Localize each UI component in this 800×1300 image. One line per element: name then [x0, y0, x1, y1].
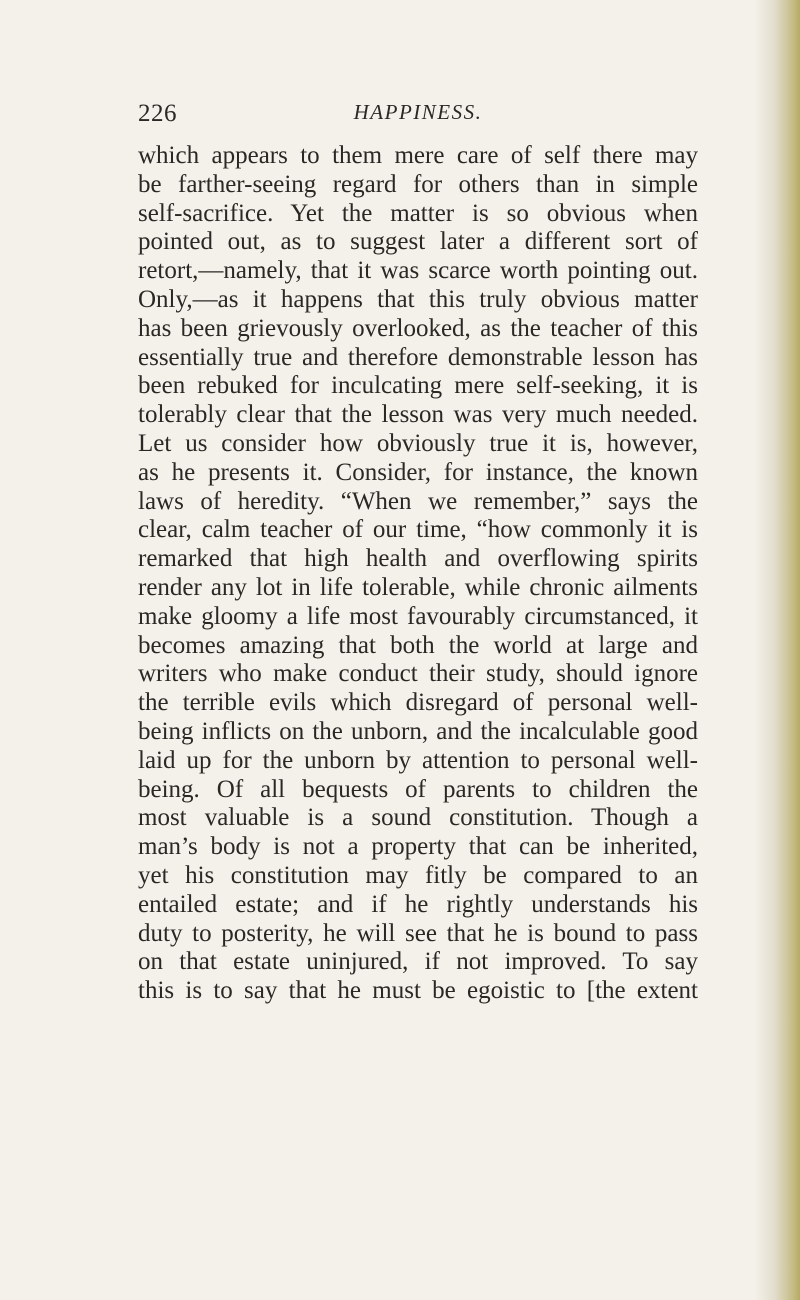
- text-line: laws of heredity. “When we remember,” says the: [138, 487, 698, 515]
- text-line: being. Of all bequests of parents to children the: [138, 775, 698, 803]
- text-line: clear, calm teacher of our time, “how commonly it is: [138, 516, 698, 544]
- text-line: make gloomy a life most favourably circumstanced, it: [138, 602, 698, 630]
- text-line: pointed out, as to suggest later a different sort of: [138, 228, 698, 256]
- text-line: the terrible evils which disregard of personal well-: [138, 689, 698, 717]
- body-text: [138, 142, 698, 1006]
- text-line: render any lot in life tolerable, while chronic ailments: [138, 573, 698, 601]
- page-number: 226: [138, 100, 177, 127]
- text-line: duty to posterity, he will see that he is bound to pass: [138, 919, 698, 947]
- text-line: self-sacrifice. Yet the matter is so obvious when: [138, 199, 698, 227]
- text-line: yet his constitution may fitly be compared to an: [138, 861, 698, 889]
- text-line: remarked that high health and overflowing spirits: [138, 545, 698, 573]
- page-edge-shadow: [754, 0, 800, 1300]
- text-line: most valuable is a sound constitution. Though a: [138, 804, 698, 832]
- text-line: as he presents it. Consider, for instance, the known: [138, 458, 698, 486]
- text-line: this is to say that he must be egoistic to [the extent: [138, 977, 698, 1005]
- running-head: HAPPINESS.: [353, 100, 483, 124]
- text-line: tolerably clear that the lesson was very much needed.: [138, 401, 698, 429]
- text-line: Let us consider how obviously true it is, however,: [138, 429, 698, 457]
- text-line: be farther-seeing regard for others than in simple: [138, 170, 698, 198]
- text-line: writers who make conduct their study, should ignore: [138, 660, 698, 688]
- text-line: been rebuked for inculcating mere self-seeking, it is: [138, 372, 698, 400]
- text-line: Only,—as it happens that this truly obvious matter: [138, 285, 698, 313]
- text-line: which appears to them mere care of self there may: [138, 142, 698, 169]
- page-header: [138, 100, 698, 130]
- text-line: being inflicts on the unborn, and the incalculable good: [138, 717, 698, 745]
- text-line: laid up for the unborn by attention to personal well-: [138, 746, 698, 774]
- text-line: retort,—namely, that it was scarce worth pointing out.: [138, 257, 698, 285]
- text-line: on that estate uninjured, if not improved. To say: [138, 948, 698, 976]
- text-line: has been grievously overlooked, as the teacher of this: [138, 314, 698, 342]
- text-line: becomes amazing that both the world at large and: [138, 631, 698, 659]
- text-line: entailed estate; and if he rightly understands his: [138, 890, 698, 918]
- text-line: man’s body is not a property that can be inherited,: [138, 833, 698, 861]
- text-line: essentially true and therefore demonstrable lesson has: [138, 343, 698, 371]
